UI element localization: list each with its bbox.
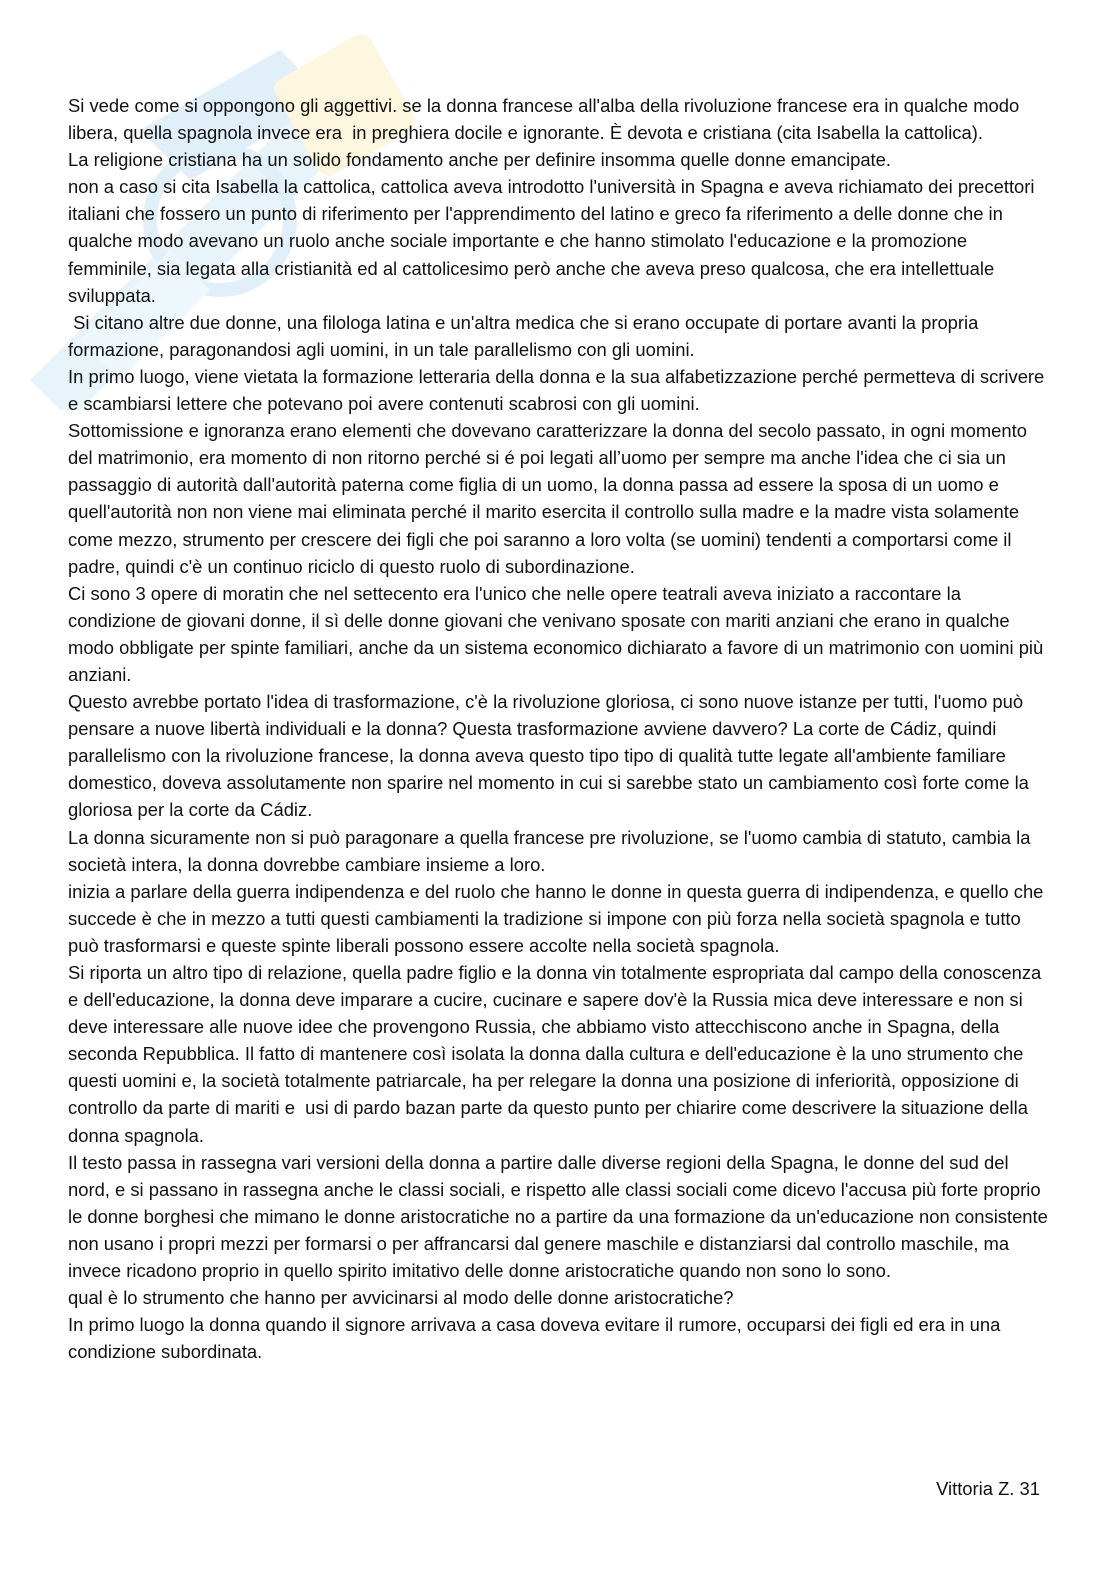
paragraph: Si vede come si oppongono gli aggettivi. se la donna francese all'alba della rivoluzione francese era in qualche modo libera, quella spagnola invece era in preghiera docile e ignorante. È devota e cristiana (cita Isabella la cattolica). bbox=[68, 95, 1025, 144]
paragraph: La donna sicuramente non si può paragonare a quella francese pre rivoluzione, se l'uomo cambia di statuto, cambia la società intera, la donna dovrebbe cambiare insieme a loro. bbox=[68, 826, 1036, 875]
paragraph: Questo avrebbe portato l'idea di trasformazione, c'è la rivoluzione gloriosa, ci sono nuove istanze per tutti, l'uomo può pensare a nuove libertà individuali e la donna? Questa trasformazione avviene davvero? La corte de Cádiz, quindi parallelismo con la rivoluzione francese, la donna aveva questo tipo tipo di qualità tutte legate all'ambiente familiare domestico, doveva assolutamente non sparire nel momento in cui si sarebbe stato un cambiamento così forte come la gloriosa per la corte da Cádiz. bbox=[68, 691, 1035, 821]
paragraph: non a caso si cita Isabella la cattolica, cattolica aveva introdotto l'università in Spagna e aveva richiamato dei precettori italiani che fossero un punto di riferimento per l'apprendimento del latino e greco fa riferimento a delle donne che in qualche modo avevano un ruolo anche sociale importante e che hanno stimolato l'educazione e la promozione femminile, sia legata alla cristianità ed al cattolicesimo però anche che aveva preso qualcosa, che era intellettuale sviluppata. bbox=[68, 176, 1040, 306]
paragraph: Il testo passa in rassegna vari versioni della donna a partire dalle diverse regioni della Spagna, le donne del sud del nord, e si passano in rassegna anche le classi sociali, e rispetto alle classi sociali come dicevo l'accusa più forte proprio le donne borghesi che mimano le donne aristocratiche no a partire da una formazione da un'educazione non consistente non usano i propri mezzi per formarsi o per affrancarsi dal genere maschile e distanziarsi dal controllo maschile, ma invece ricadono proprio in quello spirito imitativo delle donne aristocratiche quando non sono lo sono. bbox=[68, 1151, 1054, 1282]
paragraph: Si citano altre due donne, una filologa latina e un'altra medica che si erano occupate di portare avanti la propria formazione, paragonandosi agli uomini, in un tale parallelismo con gli uomini. bbox=[68, 311, 984, 360]
paragraph: Sottomissione e ignoranza erano elementi che dovevano caratterizzare la donna del secolo passato, in ogni momento del matrimonio, era momento di non ritorno perché si é poi legati all’uomo per sempre ma anche l'idea che ci sia un passaggio di autorità dall'autorità paterna come figlia di un uomo, la donna passa ad essere la sposa di un uomo e quell'autorità non non viene mai eliminata perché il marito esercita il controllo sulla madre e la madre vista solamente come mezzo, strumento per crescere dei figli che poi saranno a loro volta (se uomini) tendenti a comportarsi come il padre, quindi c'è un continuo riciclo di questo ruolo di subordinazione. bbox=[68, 420, 1033, 577]
paragraph: Ci sono 3 opere di moratin che nel settecento era l'unico che nelle opere teatrali aveva iniziato a raccontare la condizione de giovani donne, il sì delle donne giovani che venivano sposate con mariti anziani che erano in qualche modo obbligate per spinte familiari, anche da un sistema economico dichiarato a favore di un matrimonio con uomini più anziani. bbox=[68, 582, 1049, 685]
document-body bbox=[68, 92, 1054, 1365]
paragraph: inizia a parlare della guerra indipendenza e del ruolo che hanno le donne in questa guerra di indipendenza, e quello che succede è che in mezzo a tutti questi cambiamenti la tradizione si impone con più forza nella società spagnola e tutto può trasformarsi e queste spinte liberali possono essere accolte nella società spagnola. bbox=[68, 880, 1049, 956]
paragraph: La religione cristiana ha un solido fondamento anche per definire insomma quelle donne emancipate. bbox=[68, 149, 891, 171]
paragraph: In primo luogo, viene vietata la formazione letteraria della donna e la sua alfabetizzazione perché permetteva di scrivere e scambiarsi lettere che potevano poi avere contenuti scabrosi con gli uomini. bbox=[68, 365, 1050, 415]
paragraph: Si riporta un altro tipo di relazione, quella padre figlio e la donna vin totalmente espropriata dal campo della conoscenza e dell'educazione, la donna deve imparare a cucire, cucinare e sapere dov'è la Russia mica deve interessare e non si deve interessare alle nuove idee che provengono Russia, che abbiamo visto attecchiscono anche in Spagna, della seconda Repubblica. Il fatto di mantenere così isolata la donna dalla cultura e dell'educazione è la uno strumento che questi uomini e, la società totalmente patriarcale, ha per relegare la donna una posizione di inferiorità, opposizione di controllo da parte di mariti e usi di pardo bazan parte da questo punto per chiarire come descrivere la situazione della donna spagnola. bbox=[68, 962, 1047, 1146]
paragraph: qual è lo strumento che hanno per avvicinarsi al modo delle donne aristocratiche? bbox=[68, 1287, 734, 1309]
paragraph: In primo luogo la donna quando il signore arrivava a casa doveva evitare il rumore, occuparsi dei figli ed era in una condizione subordinata. bbox=[68, 1314, 1006, 1363]
page-footer: Vittoria Z. 31 bbox=[936, 1478, 1040, 1499]
